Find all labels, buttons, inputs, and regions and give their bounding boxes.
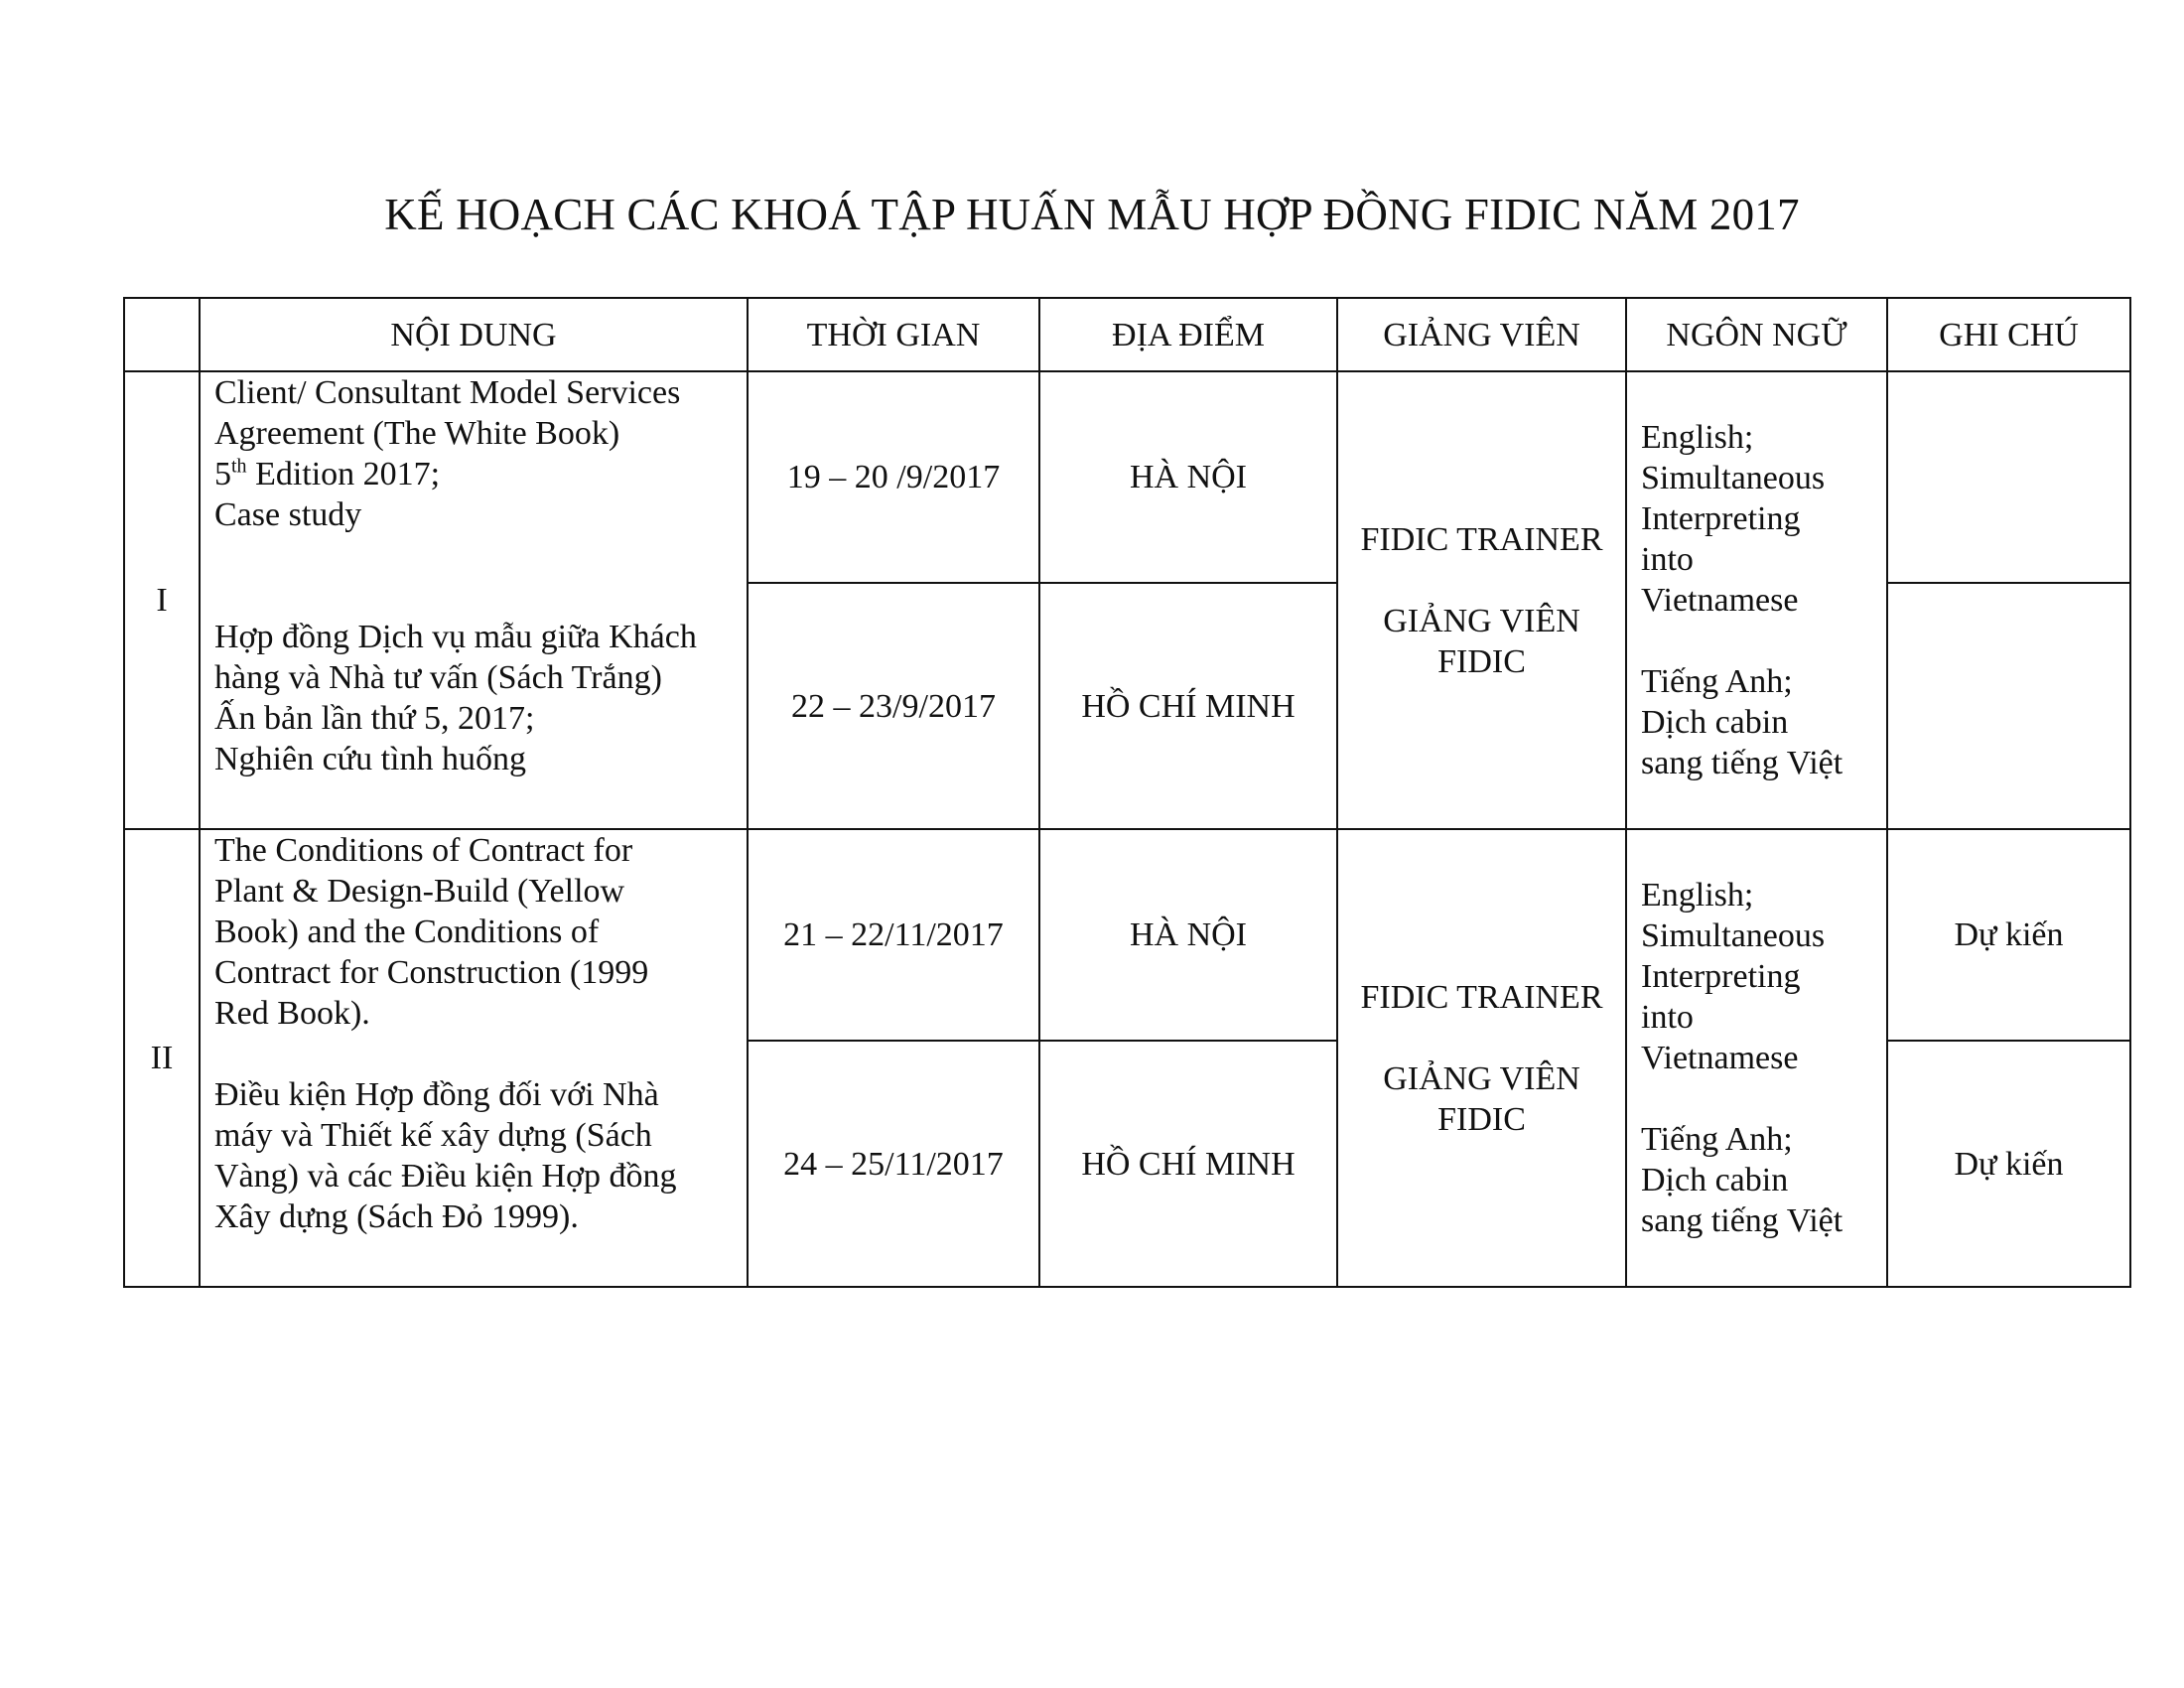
content-line: Case study [214, 496, 362, 533]
header-row [124, 298, 2130, 371]
language-line: Simultaneous [1641, 460, 1826, 496]
language-line: English; [1641, 419, 1754, 456]
column-header-location: ĐỊA ĐIỂM [1039, 298, 1337, 371]
language-line: Dịch cabin [1641, 704, 1789, 741]
column-header-content: NỘI DUNG [200, 298, 748, 371]
content-line: Ấn bản lần thứ 5, 2017; [214, 700, 535, 737]
session-note: Dự kiến [1887, 829, 2130, 1041]
table-row [124, 829, 2130, 1041]
content-line: Vàng) và các Điều kiện Hợp đồng [214, 1158, 677, 1195]
session-location: HỒ CHÍ MINH [1039, 1041, 1337, 1287]
language-cell [1626, 829, 1887, 1287]
training-schedule-table [123, 297, 2131, 1288]
edition-text: Edition 2017; [246, 456, 441, 492]
table-row [124, 371, 2130, 583]
trainer-en: FIDIC TRAINER [1360, 520, 1603, 558]
session-time: 24 – 25/11/2017 [748, 1041, 1039, 1287]
content-line: Hợp đồng Dịch vụ mẫu giữa Khách [214, 619, 697, 655]
trainer-vi: FIDIC [1437, 1100, 1526, 1138]
column-header-trainer: GIẢNG VIÊN [1337, 298, 1626, 371]
language-line: sang tiếng Việt [1641, 1202, 1843, 1239]
language-line: Tiếng Anh; [1641, 1121, 1793, 1158]
course-content [200, 371, 748, 829]
session-location: HÀ NỘI [1039, 371, 1337, 583]
content-line: Nghiên cứu tình huống [214, 741, 527, 777]
trainer-vi: FIDIC [1437, 642, 1526, 680]
content-line: Red Book). [214, 995, 370, 1032]
edition-number: 5 [214, 456, 231, 492]
course-content [200, 829, 748, 1287]
column-header-time: THỜI GIAN [748, 298, 1039, 371]
content-line: Agreement (The White Book) [214, 415, 620, 452]
content-line: Client/ Consultant Model Services [214, 374, 681, 411]
content-line: hàng và Nhà tư vấn (Sách Trắng) [214, 659, 662, 696]
session-location: HÀ NỘI [1039, 829, 1337, 1041]
language-line: into [1641, 541, 1694, 578]
language-line: Dịch cabin [1641, 1162, 1789, 1198]
session-time: 19 – 20 /9/2017 [748, 371, 1039, 583]
session-note [1887, 583, 2130, 829]
column-header-note: GHI CHÚ [1887, 298, 2130, 371]
session-note [1887, 371, 2130, 583]
language-line: Simultaneous [1641, 917, 1826, 954]
content-line: The Conditions of Contract for [214, 832, 633, 869]
page-title: KẾ HOẠCH CÁC KHOÁ TẬP HUẤN MẪU HỢP ĐỒNG FIDIC NĂM 2017 [384, 190, 1800, 239]
language-line: into [1641, 999, 1694, 1036]
language-line: Interpreting [1641, 958, 1801, 995]
content-line: Điều kiện Hợp đồng đối với Nhà [214, 1076, 659, 1113]
content-line: máy và Thiết kế xây dựng (Sách [214, 1117, 652, 1154]
trainer-en: FIDIC TRAINER [1360, 978, 1603, 1016]
session-note: Dự kiến [1887, 1041, 2130, 1287]
language-line: Vietnamese [1641, 582, 1799, 619]
content-line: Xây dựng (Sách Đỏ 1999). [214, 1198, 579, 1235]
content-line: Contract for Construction (1999 [214, 954, 649, 991]
language-line: sang tiếng Việt [1641, 745, 1843, 781]
content-line: Book) and the Conditions of [214, 914, 600, 950]
language-line: Interpreting [1641, 500, 1801, 537]
content-line: Plant & Design-Build (Yellow [214, 873, 625, 910]
language-line: Tiếng Anh; [1641, 663, 1793, 700]
trainer-cell [1337, 829, 1626, 1287]
session-time: 21 – 22/11/2017 [748, 829, 1039, 1041]
language-line: Vietnamese [1641, 1040, 1799, 1076]
session-location: HỒ CHÍ MINH [1039, 583, 1337, 829]
edition-suffix: th [231, 455, 247, 478]
session-time: 22 – 23/9/2017 [748, 583, 1039, 829]
column-header-language: NGÔN NGỮ [1626, 298, 1887, 371]
column-header-number [124, 298, 200, 371]
row-number: II [124, 829, 200, 1287]
trainer-vi: GIẢNG VIÊN [1383, 602, 1580, 639]
trainer-vi: GIẢNG VIÊN [1383, 1059, 1580, 1097]
language-cell [1626, 371, 1887, 829]
row-number: I [124, 371, 200, 829]
trainer-cell [1337, 371, 1626, 829]
language-line: English; [1641, 877, 1754, 914]
content-line [214, 454, 733, 494]
